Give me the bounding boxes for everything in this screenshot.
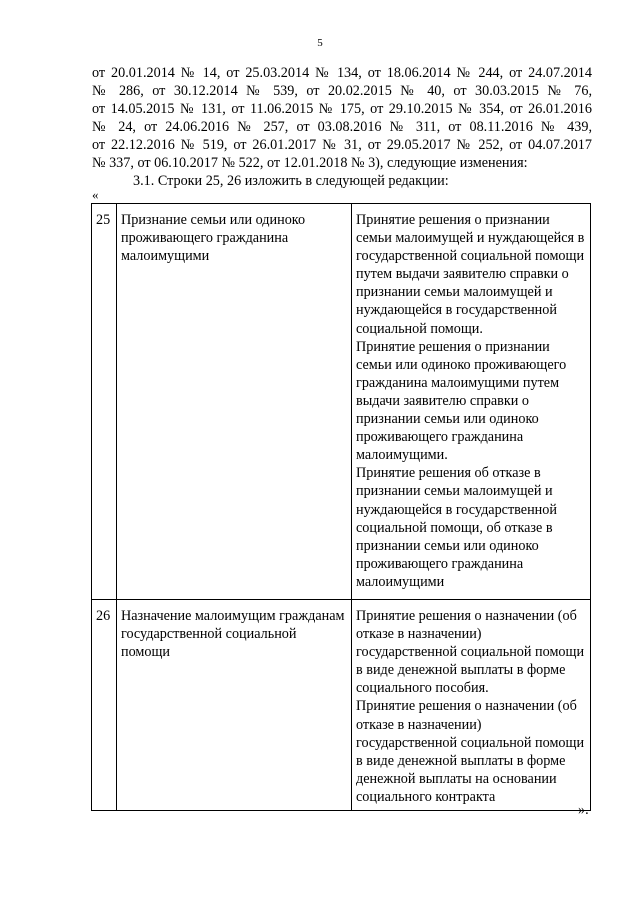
intro-line: от 14.05.2015 № 131, от 11.06.2015 № 175, от 29.10.2015 № 354, от 26.01.2016 xyxy=(92,101,592,118)
result-paragraph: Принятие решения о назначении (об отказе в назначении) государственной социальной помощи в виде денежной выплаты в форме денежной выплаты на основании социального контракта xyxy=(356,698,585,805)
service-result xyxy=(352,600,591,811)
result-paragraph: Принятие решения о признании семьи или одиноко проживающего гражданина малоимущими путем выдачи заявителю справки о признании семьи или одиноко проживающего гражданина малоимущими. xyxy=(356,338,567,464)
intro-line: № 337, от 06.10.2017 № 522, от 12.01.2018 № 3), следующие изменения: xyxy=(92,155,528,172)
table-row xyxy=(92,600,591,811)
service-name: Назначение малоимущим гражданам государственной социальной помощи xyxy=(117,600,352,811)
services-table xyxy=(91,203,591,811)
table-row xyxy=(92,204,591,600)
open-quote: « xyxy=(92,187,99,202)
service-name: Признание семьи или одиноко проживающего гражданина малоимущими xyxy=(117,204,352,600)
service-result xyxy=(352,204,591,600)
page-number: 5 xyxy=(317,37,323,49)
row-number: 26 xyxy=(92,600,117,811)
point-3-1: 3.1. Строки 25, 26 изложить в следующей редакции: xyxy=(133,173,449,189)
result-paragraph: Принятие решения о назначении (об отказе в назначении) государственной социальной помощи в виде денежной выплаты в форме социального пособия. xyxy=(356,608,585,697)
intro-paragraph xyxy=(92,64,592,173)
close-quote: ». xyxy=(578,802,589,818)
intro-line: от 20.01.2014 № 14, от 25.03.2014 № 134, от 18.06.2014 № 244, от 24.07.2014 xyxy=(92,65,592,81)
row-number: 25 xyxy=(92,204,117,600)
intro-line: № 286, от 30.12.2014 № 539, от 20.02.2015 № 40, от 30.03.2015 № 76, xyxy=(92,83,592,100)
intro-line: от 22.12.2016 № 519, от 26.01.2017 № 31, от 29.05.2017 № 252, от 04.07.2017 xyxy=(92,137,592,154)
result-paragraph: Принятие решения об отказе в признании семьи малоимущей и нуждающейся в государственной социальной помощи, об отказе в признании семьи или одиноко проживающего гражданина малоимущими xyxy=(356,465,557,590)
result-paragraph: Принятие решения о признании семьи малоимущей и нуждающейся в государственной социальной помощи путем выдачи заявителю справки о признании семьи малоимущей и нуждающейся в государственной социальной помощи. xyxy=(356,212,585,337)
intro-line: № 24, от 24.06.2016 № 257, от 03.08.2016 № 311, от 08.11.2016 № 439, xyxy=(92,119,592,136)
